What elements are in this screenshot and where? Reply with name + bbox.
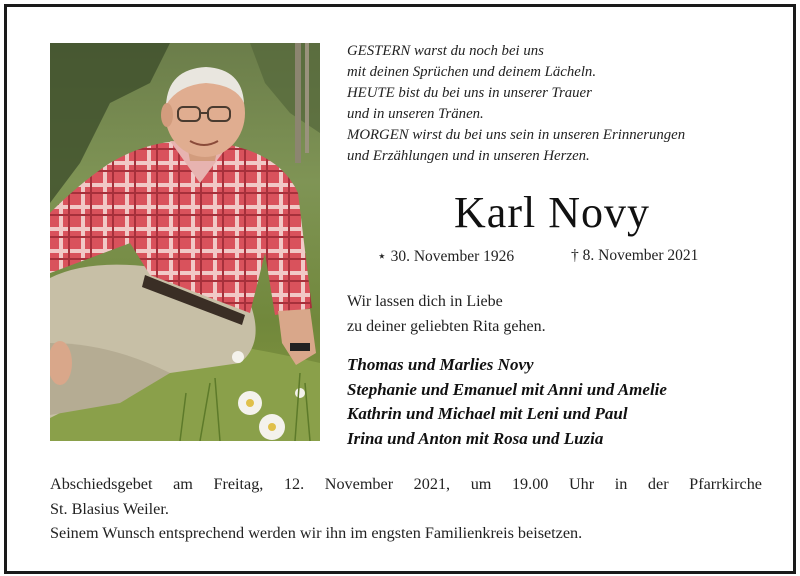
- mourning-family: [347, 353, 787, 451]
- quote-line: zu deiner geliebten Rita gehen.: [347, 318, 546, 335]
- family-line: Kathrin und Michael mit Leni und Paul: [347, 404, 628, 423]
- quote-line: Wir lassen dich in Liebe: [347, 293, 503, 310]
- family-line: Stephanie und Emanuel mit Anni und Amelie: [347, 379, 667, 399]
- poem-line: mit deinen Sprüchen und deinem Lächeln.: [347, 64, 597, 80]
- poem-line: und in unseren Tränen.: [347, 106, 484, 122]
- family-line: Thomas und Marlies Novy: [347, 355, 534, 374]
- deceased-name: Karl Novy: [454, 188, 650, 237]
- poem-line: HEUTE bist du bei uns in unserer Trauer: [347, 85, 592, 101]
- family-line: Irina und Anton mit Rosa und Luzia: [347, 428, 604, 448]
- farewell-quote: [347, 289, 787, 339]
- poem-line: MORGEN wirst du bei uns sein in unseren Erinnerungen: [347, 127, 686, 143]
- death-date: † 8. November 2021: [571, 247, 699, 264]
- service-line: Abschiedsgebet am Freitag, 12. November 2021, um 19.00 Uhr in der Pfarrkirche: [50, 475, 762, 493]
- obituary-frame: [4, 4, 796, 574]
- memorial-poem: [347, 41, 787, 167]
- service-info: [50, 472, 762, 546]
- birth-date: ⋆ 30. November 1926: [377, 248, 515, 265]
- portrait-photo: [50, 43, 320, 441]
- service-location: St. Blasius Weiler.: [50, 499, 169, 518]
- poem-line: GESTERN warst du noch bei uns: [347, 43, 544, 59]
- poem-line: und Erzählungen und in unseren Herzen.: [347, 148, 590, 164]
- burial-note: Seinem Wunsch entsprechend werden wir ihn im engsten Familienkreis beisetzen.: [50, 524, 583, 542]
